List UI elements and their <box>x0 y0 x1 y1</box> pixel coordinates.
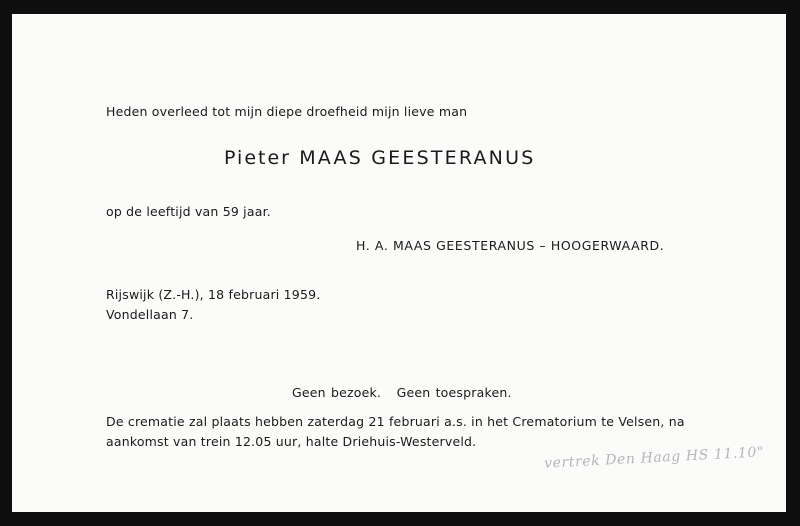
age-text: op de leeftijd van 59 jaar. <box>106 204 271 219</box>
cremation-info-line-1: De crematie zal plaats hebben zaterdag 21 februari a.s. in het Crematorium te Velsen, na <box>106 414 685 429</box>
visit-notice: Geen bezoek. Geen toespraken. <box>292 385 512 400</box>
deceased-name <box>224 147 535 169</box>
deceased-last-name: MAAS GEESTERANUS <box>299 147 536 169</box>
place-and-date: Rijswijk (Z.-H.), 18 februari 1959. <box>106 287 321 302</box>
deceased-first-name: Pieter <box>224 147 291 169</box>
cremation-info-line-2: aankomst van trein 12.05 uur, halte Driehuis-Westerveld. <box>106 434 477 449</box>
handwritten-note: vertrek Den Haag HS 11.10" <box>543 444 765 472</box>
signatory-name: H. A. MAAS GEESTERANUS – HOOGERWAARD. <box>356 238 665 253</box>
address: Vondellaan 7. <box>106 307 194 322</box>
intro-text: Heden overleed tot mijn diepe droefheid mijn lieve man <box>106 104 468 119</box>
